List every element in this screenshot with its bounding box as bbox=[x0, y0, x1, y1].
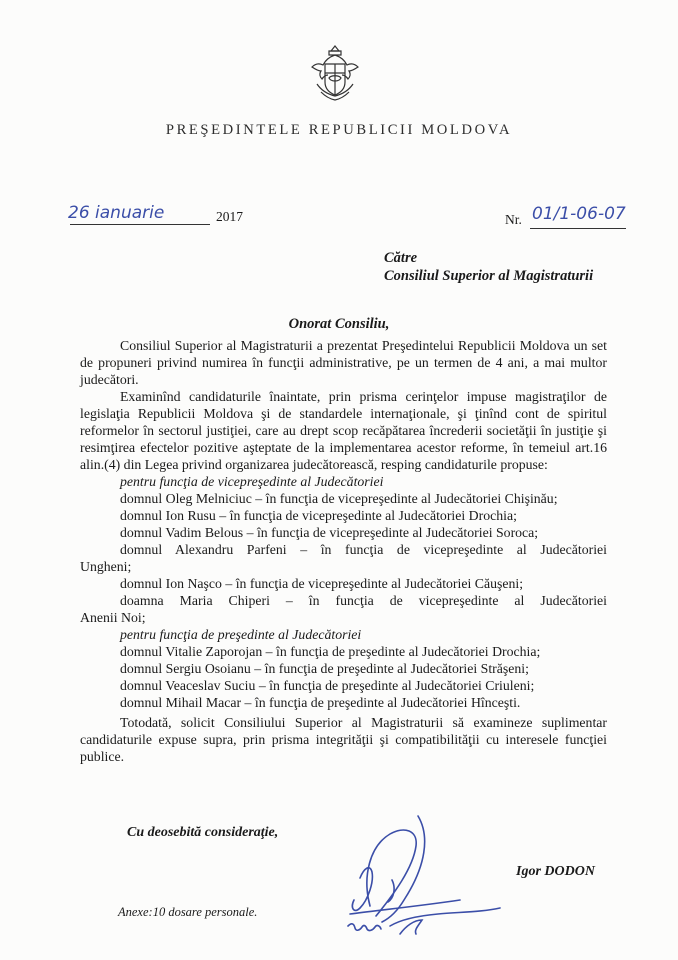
signature bbox=[330, 808, 510, 953]
list-item: domnul Vitalie Zaporojan – în funcţia de preşedinte al Judecătoriei Drochia; bbox=[120, 644, 541, 659]
closing: Cu deosebită consideraţie, bbox=[127, 825, 279, 840]
president-section-heading: pentru funcţia de preşedinte al Judecătoriei bbox=[120, 627, 362, 642]
list-item: domnul Ion Naşco – în funcţia de vicepreşedinte al Judecătoriei Căuşeni; bbox=[120, 576, 524, 591]
recipient-line-1: Către bbox=[384, 250, 418, 266]
state-emblem-icon bbox=[307, 42, 363, 104]
list-item: domnul Ion Rusu – în funcţia de vicepreşedinte al Judecătoriei Drochia; bbox=[120, 508, 517, 523]
paragraph-3: Totodată, solicit Consiliului Superior al Magistraturii să examineze suplimentar candidaturile expuse supra, prin prisma integrităţii şi compatibilităţii cu interesele funcţiei publice. bbox=[80, 715, 607, 764]
document-number-label: Nr. bbox=[505, 212, 522, 227]
list-item: domnul Veaceslav Suciu – în funcţia de preşedinte al Judecătoriei Criuleni; bbox=[120, 678, 535, 693]
list-item: domnul Sergiu Osoianu – în funcţia de preşedinte al Judecătoriei Străşeni; bbox=[120, 661, 529, 676]
list-item: domnul Alexandru Parfeni – în funcţia de vicepreşedinte al Judecătoriei bbox=[120, 542, 607, 557]
paragraph-1: Consiliul Superior al Magistraturii a prezentat Preşedintelui Republicii Moldova un set de propuneri privind numirea în funcţii administrative, pe un termen de 4 ani, a mai multor judecători. bbox=[80, 338, 607, 387]
annex-note: Anexe:10 dosare personale. bbox=[118, 905, 258, 919]
paragraph-2: Examinînd candidaturile înaintate, prin prisma cerinţelor impuse magistraţilor de legislaţia Republicii Moldova şi de standardele internaţionale, şi ţinînd cont de spiritul reformelor în sectorul justiţiei, care au drept scop recăpătarea încrederii societăţii în justiţie şi resimţirea efectelor pozitive aşteptate de la implementarea acestor reforme, în temeiul art.16 alin.(4) din Legea privind organizarea judecătorească, resping candidaturile propuse: bbox=[80, 389, 607, 472]
year: 2017 bbox=[216, 209, 243, 224]
page-title: PREŞEDINTELE REPUBLICII MOLDOVA bbox=[165, 122, 513, 138]
salutation: Onorat Consiliu, bbox=[288, 316, 390, 332]
number-underline bbox=[530, 228, 626, 229]
list-item: domnul Vadim Belous – în funcţia de vicepreşedinte al Judecătoriei Soroca; bbox=[120, 525, 539, 540]
list-item: domnul Oleg Melniciuc – în funcţia de vicepreşedinte al Judecătoriei Chişinău; bbox=[120, 491, 558, 506]
list-item: domnul Mihail Macar – în funcţia de preşedinte al Judecătoriei Hînceşti. bbox=[120, 695, 521, 710]
letter-body bbox=[80, 337, 607, 765]
list-item-continuation: Ungheni; bbox=[80, 559, 132, 574]
date-underline bbox=[70, 224, 210, 225]
date-handwritten: 26 ianuarie bbox=[68, 203, 165, 223]
signer-name: Igor DODON bbox=[516, 864, 595, 879]
list-item: doamna Maria Chiperi – în funcţia de vicepreşedinte al Judecătoriei bbox=[120, 593, 607, 608]
list-item-continuation: Anenii Noi; bbox=[80, 610, 146, 625]
document-number-handwritten: 01/1-06-07 bbox=[532, 204, 626, 224]
vice-section-heading: pentru funcţia de vicepreşedinte al Judecătoriei bbox=[120, 474, 384, 489]
recipient-line-2: Consiliul Superior al Magistraturii bbox=[384, 268, 594, 284]
